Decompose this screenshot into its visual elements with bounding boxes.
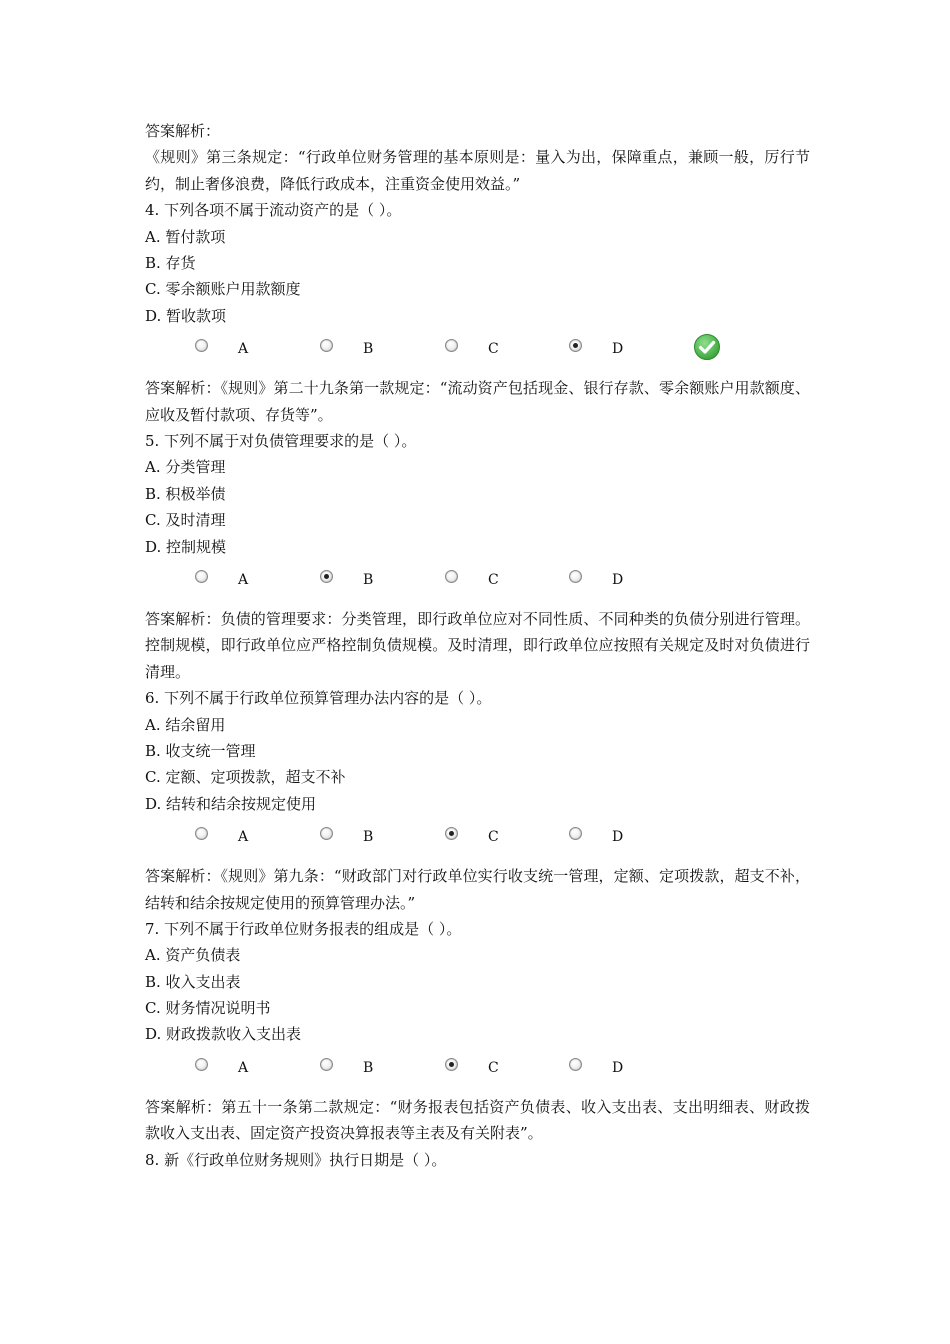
text-line: 6. 下列不属于行政单位预算管理办法内容的是（ ）。 [145,689,492,708]
option-d[interactable] [569,339,669,363]
text-line: D. 控制规模 [145,537,227,556]
answer-explanation: 答案解析：负债的管理要求：分类管理，即行政单位应对不同性质、不同种类的负债分别进行管理。控制规模，即行政单位应严格控制负债规模。及时清理，即行政单位应按照有关规定及时对负债进行清理。 [145,609,810,681]
text-line: B. 积极举债 [145,484,226,503]
radio-button[interactable] [445,1058,458,1071]
option-label: C [488,829,499,846]
text-line: 4. 下列各项不属于流动资产的是（ ）。 [145,201,402,220]
radio-button[interactable] [195,570,208,583]
text-line: B. 存货 [145,253,196,272]
answer-explanation: 答案解析：《规则》第二十九条第一款规定：“流动资产包括现金、银行存款、零余额账户用款额度、应收及暂付款项、存货等”。 [145,379,810,424]
option-label: A [238,1059,249,1076]
radio-button[interactable] [320,1058,333,1071]
text-line: C. 及时清理 [145,511,226,530]
option-label: D [612,829,624,846]
option-a[interactable] [195,339,295,363]
option-label: A [238,829,249,846]
check-circle-icon [693,333,721,361]
option-a[interactable] [195,570,295,594]
option-a[interactable] [195,827,295,851]
option-b[interactable] [320,339,420,363]
option-b[interactable] [320,1058,420,1082]
answer-explanation: 《规则》第三条规定：“行政单位财务管理的基本原则是：量入为出，保障重点，兼顾一般，厉行节约，制止奢侈浪费，降低行政成本，注重资金使用效益。” [145,148,810,193]
option-d[interactable] [569,570,669,594]
radio-button[interactable] [569,827,582,840]
answer-options-q4 [145,329,810,375]
text-line: A. 分类管理 [145,458,226,477]
text-line: C. 零余额账户用款额度 [145,280,301,299]
option-a[interactable] [195,1058,295,1082]
option-c[interactable] [445,827,545,851]
text-line: B. 收入支出表 [145,972,241,991]
option-c[interactable] [445,339,545,363]
radio-button[interactable] [195,827,208,840]
option-label: C [488,341,499,358]
option-label: B [363,1059,374,1076]
answer-explanation: 答案解析：第五十一条第二款规定：“财务报表包括资产负债表、收入支出表、支出明细表、财政拨款收入支出表、固定资产投资决算报表等主表及有关附表”。 [145,1097,810,1143]
radio-button[interactable] [320,339,333,352]
option-label: D [612,1059,624,1076]
radio-button[interactable] [195,339,208,352]
radio-button[interactable] [195,1058,208,1071]
text-line: 8. 新《行政单位财务规则》执行日期是（ ）。 [145,1150,447,1169]
quiz-page [145,118,810,1173]
radio-button[interactable] [569,339,582,352]
option-label: B [363,571,374,588]
option-d[interactable] [569,1058,669,1082]
option-label: B [363,829,374,846]
radio-button[interactable] [445,339,458,352]
text-line: C. 定额、定项拨款，超支不补 [145,768,346,787]
answer-explanation: 答案解析：《规则》第九条：“财政部门对行政单位实行收支统一管理，定额、定项拨款，超支不补，结转和结余按规定使用的预算管理办法。” [145,867,810,912]
radio-button[interactable] [569,1058,582,1071]
text-line: 5. 下列不属于对负债管理要求的是（ ）。 [145,431,417,450]
radio-button[interactable] [445,827,458,840]
text-line: D. 财政拨款收入支出表 [145,1025,302,1044]
text-line: A. 暂付款项 [145,227,226,246]
answer-options-q5 [145,560,810,606]
answer-options-q7 [145,1048,810,1094]
text-line: D. 暂收款项 [145,306,227,325]
text-line: 7. 下列不属于行政单位财务报表的组成是（ ）。 [145,919,462,938]
radio-button[interactable] [320,827,333,840]
option-b[interactable] [320,827,420,851]
option-label: B [363,341,374,358]
radio-button[interactable] [320,570,333,583]
option-d[interactable] [569,827,669,851]
option-c[interactable] [445,1058,545,1082]
option-c[interactable] [445,570,545,594]
text-line: B. 收支统一管理 [145,741,256,760]
text-line: A. 资产负债表 [145,946,241,965]
radio-button[interactable] [569,570,582,583]
text-line: D. 结转和结余按规定使用 [145,794,317,813]
option-label: C [488,571,499,588]
option-label: C [488,1059,499,1076]
text-line: 答案解析： [145,122,221,140]
text-line: C. 财务情况说明书 [145,999,271,1018]
option-label: D [612,341,624,358]
option-b[interactable] [320,570,420,594]
option-label: A [238,571,249,588]
option-label: D [612,571,624,588]
answer-options-q6 [145,817,810,863]
option-label: A [238,341,249,358]
text-line: A. 结余留用 [145,715,226,734]
radio-button[interactable] [445,570,458,583]
